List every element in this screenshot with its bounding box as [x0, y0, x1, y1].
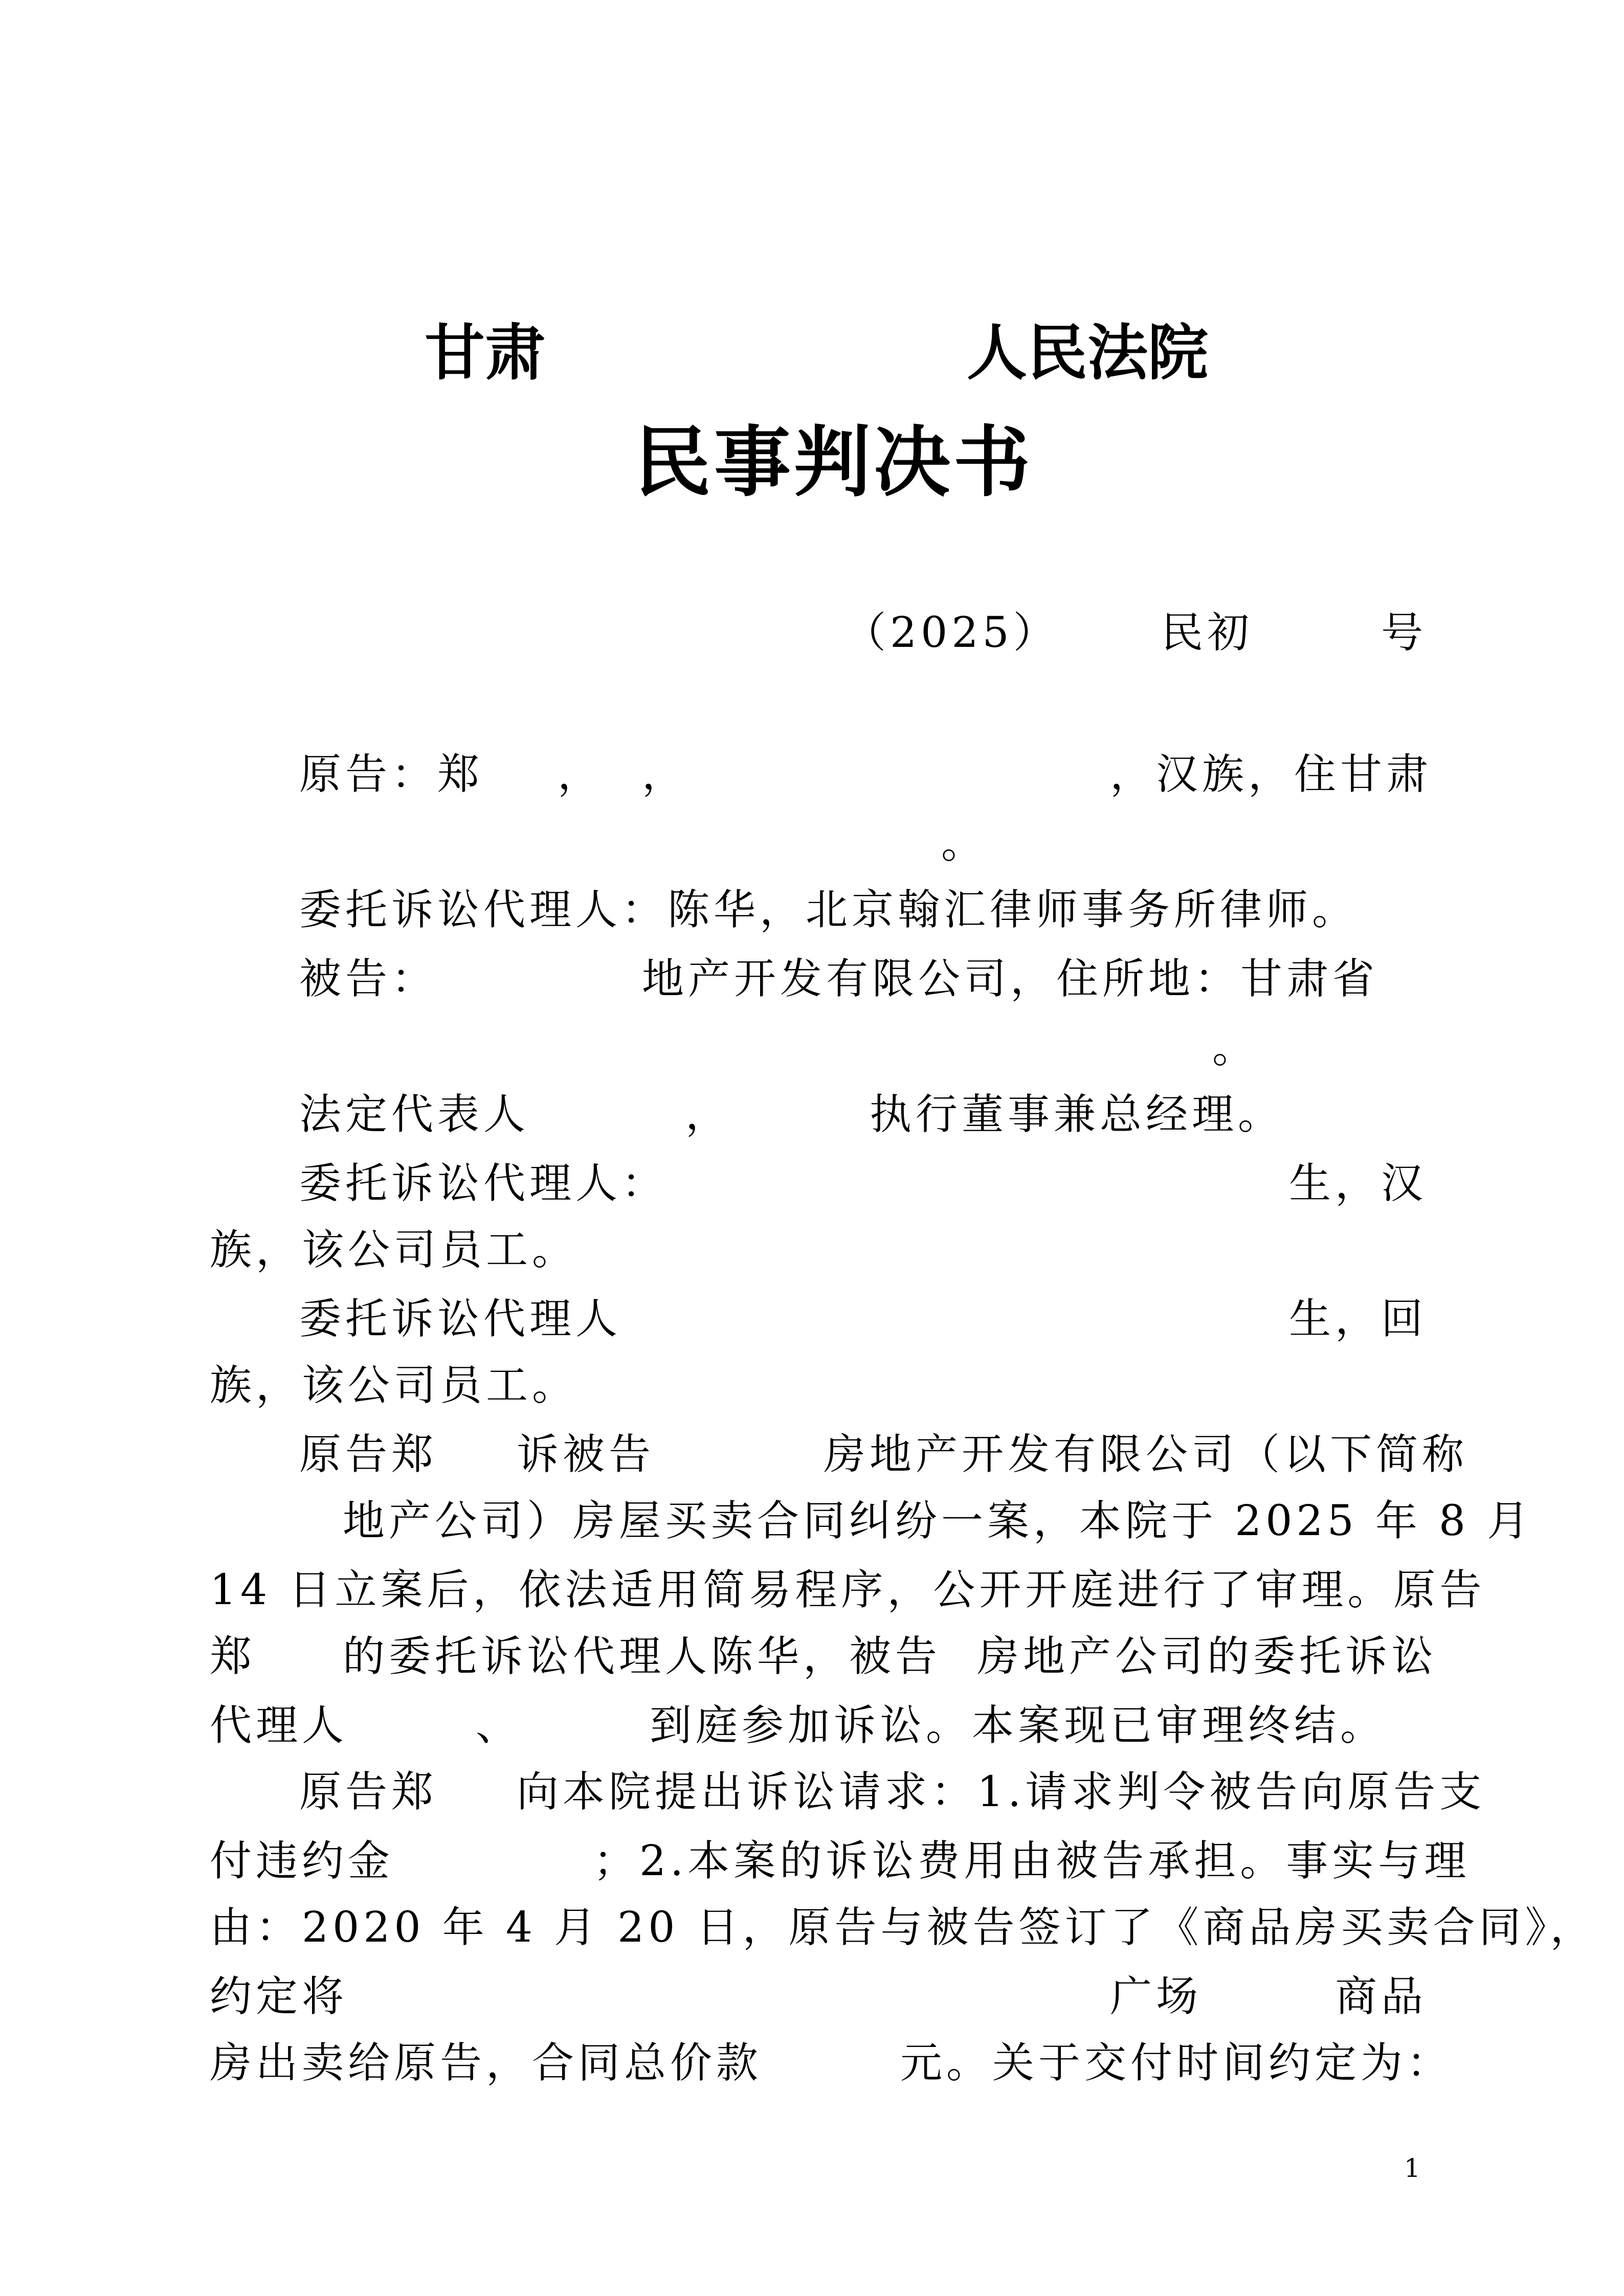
- p2-line5-b: 元。关于交付时间约定为：: [900, 2039, 1453, 2087]
- defendant-period: 。: [1212, 1024, 1259, 1072]
- p2-line4-a: 约定将: [210, 1972, 348, 2021]
- defendant-agent-1-cont: 族，该公司员工。: [210, 1226, 579, 1274]
- defendant-agent-1-tail: 生，汉: [1289, 1159, 1428, 1208]
- p1-line5-a: 代理人: [210, 1701, 348, 1750]
- defendant-agent-1-label: 委托诉讼代理人：: [299, 1159, 668, 1208]
- plaintiff-label: 原告：郑: [299, 750, 484, 799]
- page-number: 1: [1404, 2153, 1420, 2183]
- p1-line4-c: 房地产公司的委托诉讼: [977, 1632, 1438, 1681]
- defendant-agent-2-tail: 生，回: [1289, 1295, 1428, 1343]
- p2-line1-a: 原告郑: [299, 1768, 438, 1816]
- p2-line1-b: 向本院提出诉讼请求：1.请求判令被告向原告支: [517, 1768, 1486, 1816]
- legal-rep-label: 法定代表人: [299, 1090, 530, 1139]
- plaintiff-agent: 委托诉讼代理人：陈华，北京翰汇律师事务所律师。: [299, 886, 1359, 934]
- defendant-agent-2-label: 委托诉讼代理人: [299, 1295, 622, 1343]
- p1-line2: 地产公司）房屋买卖合同纠纷一案，本院于 2025 年 8 月: [343, 1497, 1533, 1545]
- p1-line1-c: 房地产开发有限公司（以下简称: [824, 1430, 1469, 1479]
- p1-line1-b: 诉被告: [517, 1430, 655, 1479]
- p2-line2-b: ；2.本案的诉讼费用由被告承担。事实与理: [593, 1837, 1471, 1885]
- defendant-agent-2-cont: 族，该公司员工。: [210, 1361, 579, 1410]
- plaintiff-period: 。: [941, 819, 988, 868]
- p2-line4-b: 广场: [1110, 1972, 1203, 2021]
- p2-line3: 由：2020 年 4 月 20 日，原告与被告签订了《商品房买卖合同》，: [210, 1903, 1596, 1952]
- plaintiff-comma-2: ，: [642, 750, 688, 799]
- p1-line1-a: 原告郑: [299, 1430, 438, 1479]
- case-number-type: 民初: [1161, 609, 1254, 657]
- court-name-right: 人民法院: [967, 318, 1209, 388]
- plaintiff-ethnicity-residence: ，汉族，住甘肃: [1110, 750, 1433, 799]
- case-number-year: （2025）: [844, 609, 1059, 657]
- p1-line5-b: 、: [476, 1701, 522, 1750]
- defendant-company-address: 地产开发有限公司，住所地：甘肃省: [642, 955, 1379, 1003]
- p2-line2-a: 付违约金: [210, 1837, 394, 1885]
- p1-line4-a: 郑: [210, 1632, 256, 1681]
- p1-line3: 14 日立案后，依法适用简易程序，公开开庭进行了审理。原告: [210, 1566, 1486, 1614]
- p2-line4-c: 商品: [1335, 1972, 1428, 2021]
- court-name-left: 甘肃: [425, 318, 546, 388]
- defendant-label: 被告：: [299, 955, 438, 1003]
- legal-rep-title: 执行董事兼总经理。: [870, 1090, 1284, 1139]
- legal-rep-comma: ，: [685, 1090, 732, 1139]
- p2-line5-a: 房出卖给原告，合同总价款: [210, 2039, 763, 2087]
- p1-line5-c: 到庭参加诉讼。本案现已审理终结。: [650, 1701, 1387, 1750]
- case-number-suffix: 号: [1381, 609, 1428, 657]
- document-title: 民事判决书: [634, 418, 1034, 507]
- plaintiff-comma-1: ，: [558, 750, 604, 799]
- p1-line4-b: 的委托诉讼代理人陈华，被告: [343, 1632, 942, 1681]
